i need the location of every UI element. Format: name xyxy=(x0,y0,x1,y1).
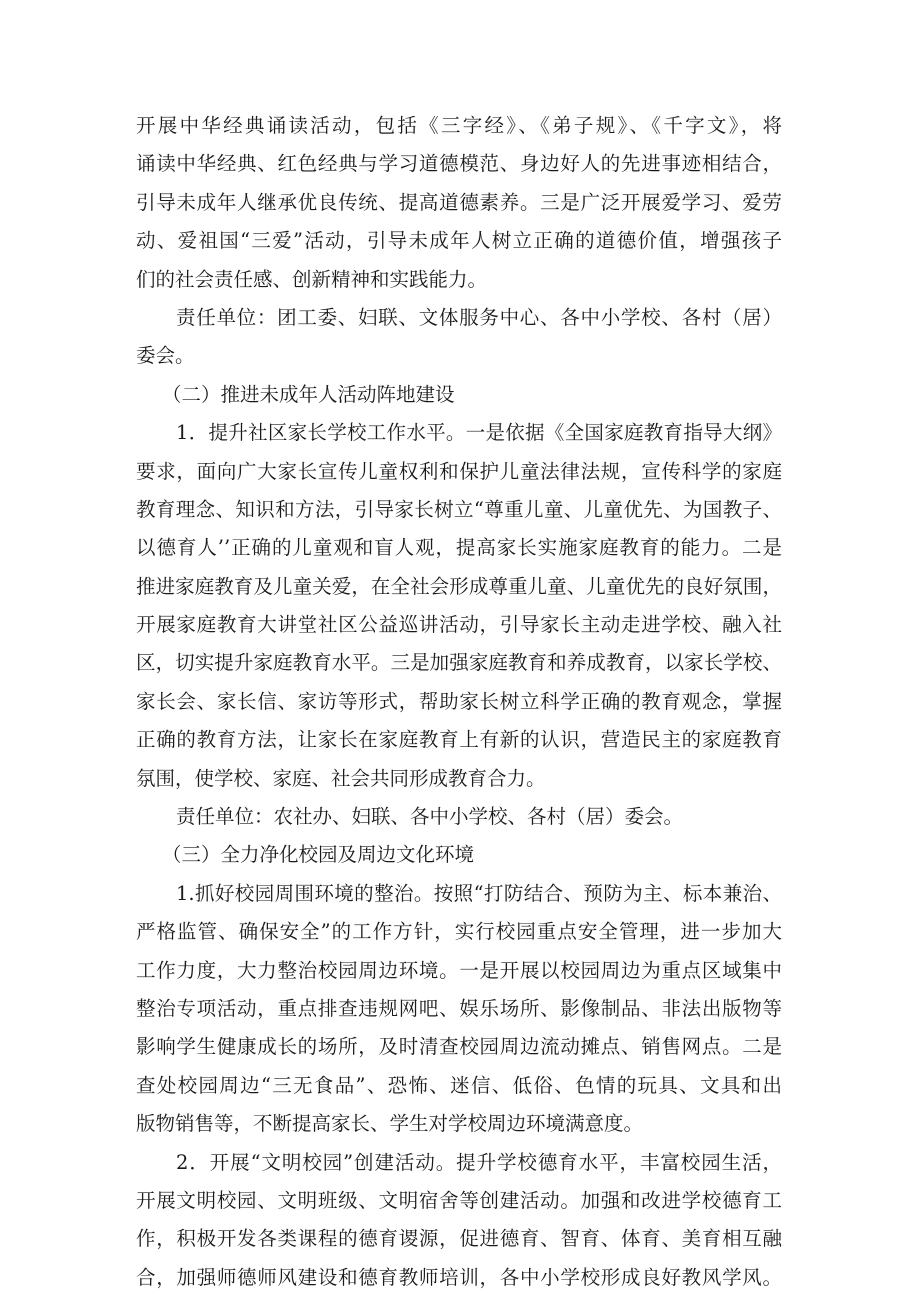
paragraph-line: 工作力度，大力整治校园周边环境。一是开展以校园周边为重点区域集中 xyxy=(136,958,782,982)
paragraph-line: 1．提升社区家长学校工作水平。一是依据《全国家庭教育指导大纲》 xyxy=(176,421,782,445)
paragraph-line: 氛围，使学校、家庭、社会共同形成教育合力。 xyxy=(136,766,546,790)
paragraph-line: 教育理念、知识和方法，引导家长树立“尊重儿童、儿童优先、为国教子、 xyxy=(136,497,782,521)
paragraph-line: 区，切实提升家庭教育水平。三是加强家庭教育和养成教育，以家长学校、 xyxy=(136,651,782,675)
section-heading: （三）全力净化校园及周边文化环境 xyxy=(162,843,475,867)
paragraph-line: 开展家庭教育大讲堂社区公益巡讲活动，引导家长主动走进学校、融入社 xyxy=(136,613,782,637)
paragraph-line: 影响学生健康成长的场所，及时清查校园周边流动摊点、销售网点。二是 xyxy=(136,1035,782,1059)
paragraph-line: 家长会、家长信、家访等形式，帮助家长树立科学正确的教育观念，掌握 xyxy=(136,689,782,713)
paragraph-line: 开展中华经典诵读活动，包括《三字经》、《弟子规》、《千字文》，将 xyxy=(136,114,782,137)
paragraph-line: 们的社会责任感、创新精神和实践能力。 xyxy=(136,267,488,291)
responsible-unit-line: 委会。 xyxy=(136,344,195,368)
paragraph-line: 2．开展“文明校园”创建活动。提升学校德育水平，丰富校园生活， xyxy=(176,1150,782,1174)
paragraph-line: 动、爱祖国“三爱”活动，引导未成年人树立正确的道德价值，增强孩子 xyxy=(136,229,782,253)
paragraph-line: 推进家庭教育及儿童关爱，在全社会形成尊重儿童、儿童优先的良好氛围， xyxy=(136,574,782,598)
paragraph-line: 诵读中华经典、红色经典与学习道德模范、身边好人的先进事迹相结合， xyxy=(136,152,782,176)
section-heading: （二）推进未成年人活动阵地建设 xyxy=(162,382,455,406)
paragraph-line: 正确的教育方法，让家长在家庭教育上有新的认识，营造民主的家庭教育 xyxy=(136,728,782,752)
paragraph-line: 严格监管、确保安全”的工作方针，实行校园重点安全管理，进一步加大 xyxy=(136,920,782,944)
paragraph-line: 整治专项活动，重点排查违规网吧、娱乐场所、影像制品、非法出版物等 xyxy=(136,996,782,1020)
paragraph-line: 合，加强师德师风建设和德育教师培训，各中小学校形成良好教风学风。 xyxy=(136,1265,782,1289)
paragraph-line: 1.抓好校园周围环境的整治。按照“打防结合、预防为主、标本兼治、 xyxy=(176,881,782,905)
paragraph-line: 以德育人’’正确的儿童观和盲人观，提高家长实施家庭教育的能力。二是 xyxy=(136,536,782,560)
paragraph-line: 作，积极开发各类课程的德育谡源，促进德育、智育、体育、美育相互融 xyxy=(136,1227,782,1251)
paragraph-line: 查处校园周边“三无食品”、恐怖、迷信、低俗、色情的玩具、文具和出 xyxy=(136,1073,782,1097)
responsible-unit-line: 责任单位：农社办、妇联、各中小学校、各村（居）委会。 xyxy=(176,805,684,829)
responsible-unit-line: 责任单位：团工委、妇联、文体服务中心、各中小学校、各村（居） xyxy=(176,305,782,329)
paragraph-line: 要求，面向广大家长宣传儿童权利和保护儿童法律法规，宣传科学的家庭 xyxy=(136,459,782,483)
document-body xyxy=(136,107,782,1297)
paragraph-line: 版物销售等，不断提高家长、学生对学校周边环境满意度。 xyxy=(136,1112,644,1136)
paragraph-line: 开展文明校园、文明班级、文明宿舍等创建活动。加强和改进学校德育工 xyxy=(136,1188,782,1212)
paragraph-line: 引导未成年人继承优良传统、提高道德素养。三是广泛开展爱学习、爱劳 xyxy=(136,190,782,214)
